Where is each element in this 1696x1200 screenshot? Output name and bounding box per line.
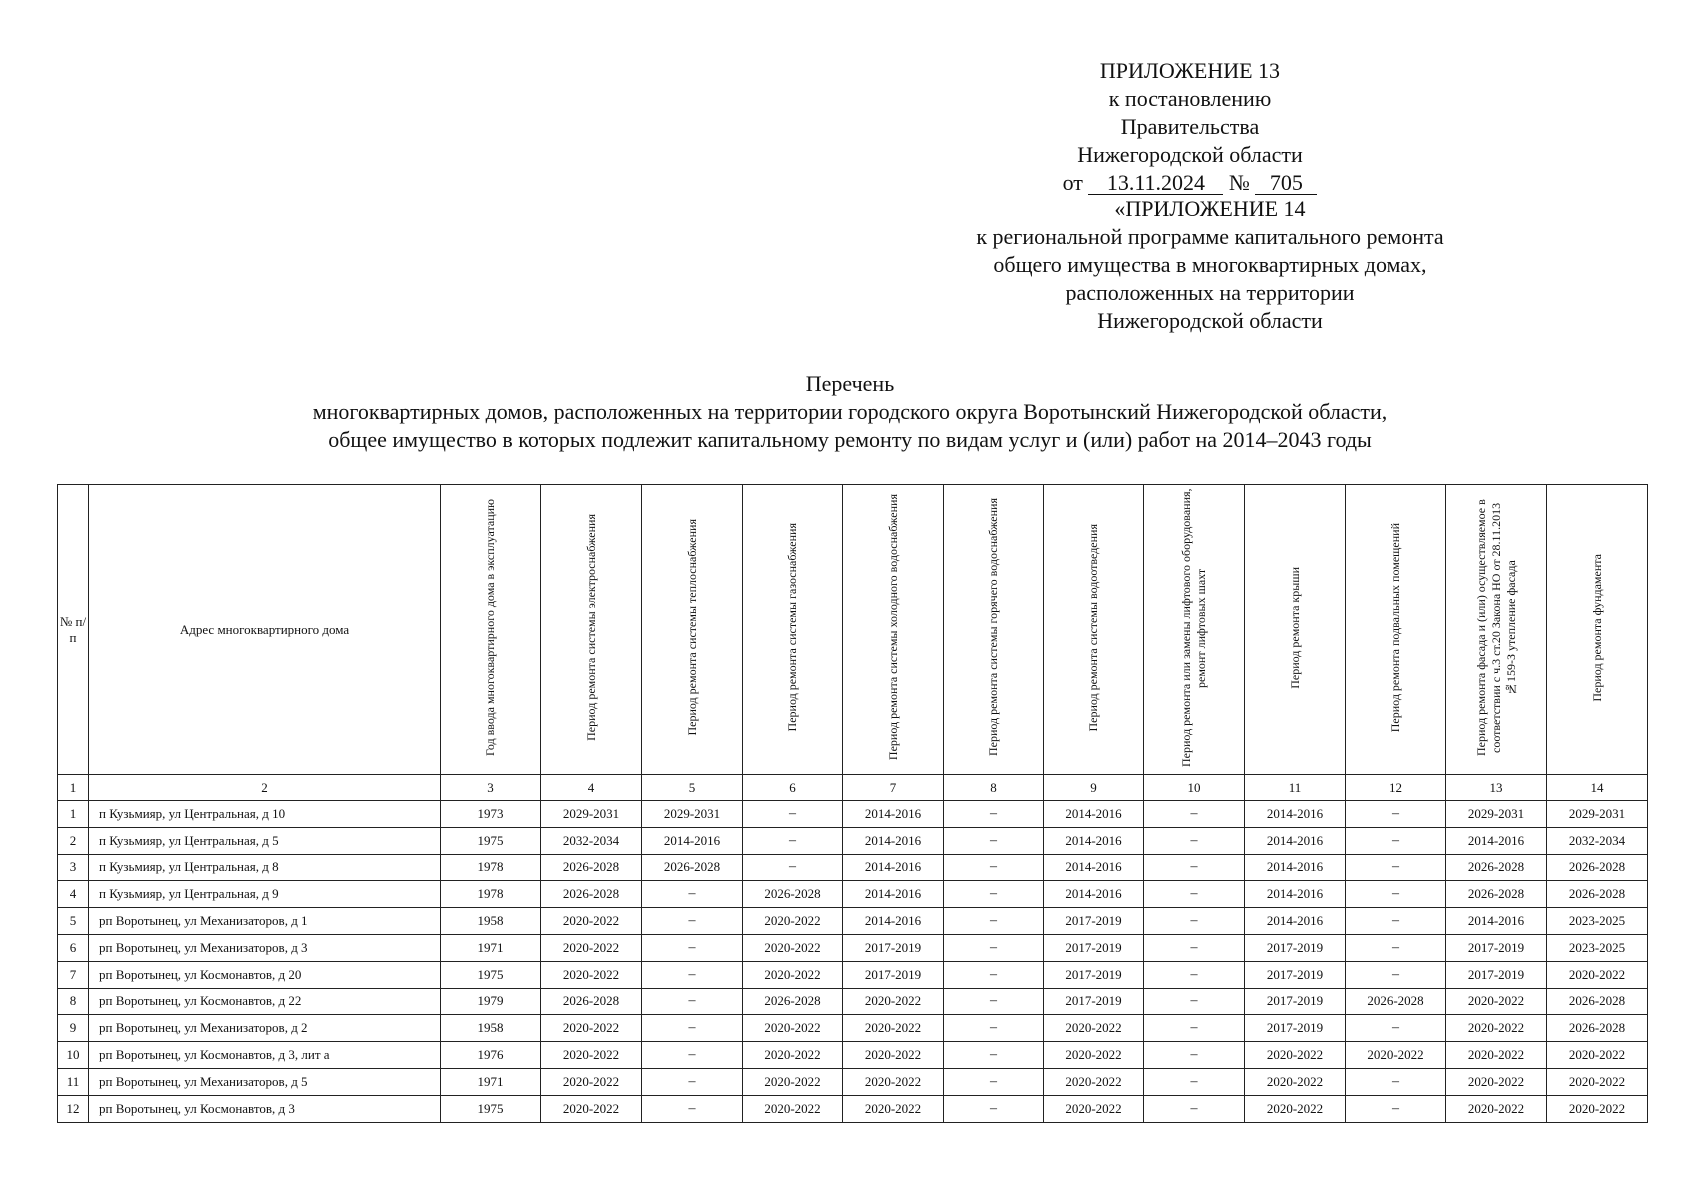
header-drainage-text: Период ремонта системы водоотведения bbox=[1086, 523, 1100, 732]
table-cell: 2029-2031 bbox=[541, 801, 642, 828]
table-cell: 2026-2028 bbox=[1547, 854, 1648, 881]
table-cell: 2023-2025 bbox=[1547, 908, 1648, 935]
table-cell: 2020-2022 bbox=[743, 961, 843, 988]
table-cell: 1975 bbox=[441, 1095, 541, 1122]
column-number-cell: 6 bbox=[743, 775, 843, 801]
table-cell: 2020-2022 bbox=[843, 1095, 944, 1122]
table-cell: 2014-2016 bbox=[843, 854, 944, 881]
header-year-text: Год ввода многоквартирного дома в эксплуатацию bbox=[483, 498, 497, 756]
table-cell: – bbox=[642, 988, 743, 1015]
table-cell: 2017-2019 bbox=[1245, 961, 1346, 988]
table-cell: 2020-2022 bbox=[1044, 1068, 1144, 1095]
table-cell: 2014-2016 bbox=[1245, 827, 1346, 854]
table-cell: 2014-2016 bbox=[1044, 827, 1144, 854]
header-facade-text: Период ремонта фасада и (или) осуществляемое в соответствии с ч.3 ст.20 Закона НО от 28.11.2013 №159-З утепление фасада bbox=[1473, 499, 1518, 756]
table-cell: – bbox=[642, 881, 743, 908]
table-cell: 2017-2019 bbox=[843, 961, 944, 988]
table-cell: 2017-2019 bbox=[1044, 908, 1144, 935]
header-gas-text: Период ремонта системы газоснабжения bbox=[785, 523, 799, 732]
table-cell: 2020-2022 bbox=[1547, 1042, 1648, 1069]
address-cell: рп Воротынец, ул Механизаторов, д 3 bbox=[89, 934, 441, 961]
table-cell: 2020-2022 bbox=[541, 961, 642, 988]
table-cell: – bbox=[1144, 1042, 1245, 1069]
table-cell: 2020-2022 bbox=[541, 1095, 642, 1122]
table-cell: – bbox=[1144, 988, 1245, 1015]
table-cell: 2020-2022 bbox=[1446, 1068, 1547, 1095]
address-cell: рп Воротынец, ул Космонавтов, д 3, лит а bbox=[89, 1042, 441, 1069]
row-number-cell: 5 bbox=[58, 908, 89, 935]
table-cell: 1971 bbox=[441, 1068, 541, 1095]
header-address bbox=[89, 485, 441, 775]
repair-schedule-table bbox=[57, 484, 1648, 1123]
table-row bbox=[58, 801, 1648, 828]
address-cell: п Кузьмияр, ул Центральная, д 9 bbox=[89, 881, 441, 908]
table-cell: – bbox=[1346, 881, 1446, 908]
number-label: № bbox=[1228, 170, 1250, 195]
table-cell: 2026-2028 bbox=[1446, 854, 1547, 881]
table-cell: 2014-2016 bbox=[642, 827, 743, 854]
appendix-13-header bbox=[1040, 57, 1340, 197]
table-cell: 2026-2028 bbox=[743, 881, 843, 908]
table-cell: 1971 bbox=[441, 934, 541, 961]
table-cell: 2014-2016 bbox=[843, 827, 944, 854]
table-cell: 2014-2016 bbox=[1245, 854, 1346, 881]
row-number-cell: 12 bbox=[58, 1095, 89, 1122]
appendix-14-line2: общего имущества в многоквартирных домах, bbox=[993, 252, 1427, 277]
header-elevator bbox=[1144, 485, 1245, 775]
table-cell: – bbox=[642, 1068, 743, 1095]
table-row bbox=[58, 934, 1648, 961]
table-cell: 1958 bbox=[441, 908, 541, 935]
table-cell: – bbox=[642, 908, 743, 935]
header-electric bbox=[541, 485, 642, 775]
table-cell: 2014-2016 bbox=[1446, 827, 1547, 854]
table-cell: 2014-2016 bbox=[1044, 881, 1144, 908]
table-cell: 2026-2028 bbox=[1346, 988, 1446, 1015]
table-cell: – bbox=[743, 854, 843, 881]
table-header-row bbox=[58, 485, 1648, 775]
table-row bbox=[58, 1095, 1648, 1122]
header-address-text: Адрес многоквартирного дома bbox=[179, 621, 350, 637]
table-cell: – bbox=[944, 908, 1044, 935]
table-cell: – bbox=[944, 1095, 1044, 1122]
table-cell: 2020-2022 bbox=[743, 1015, 843, 1042]
table-cell: 2029-2031 bbox=[1446, 801, 1547, 828]
table-cell: – bbox=[642, 1042, 743, 1069]
header-cold-water-text: Период ремонта системы холодного водоснабжения bbox=[885, 494, 900, 761]
row-number-cell: 7 bbox=[58, 961, 89, 988]
table-cell: 1978 bbox=[441, 854, 541, 881]
appendix-14-line4: Нижегородской области bbox=[1097, 308, 1323, 333]
header-roof-text: Период ремонта крыши bbox=[1287, 566, 1302, 689]
table-cell: – bbox=[944, 988, 1044, 1015]
table-cell: 2017-2019 bbox=[1044, 961, 1144, 988]
table-cell: 2026-2028 bbox=[1547, 1015, 1648, 1042]
table-cell: – bbox=[743, 827, 843, 854]
table-cell: – bbox=[944, 961, 1044, 988]
table-cell: 2020-2022 bbox=[1346, 1042, 1446, 1069]
column-number-cell: 13 bbox=[1446, 775, 1547, 801]
table-cell: 2020-2022 bbox=[1446, 988, 1547, 1015]
table-cell: 2020-2022 bbox=[743, 908, 843, 935]
row-number-cell: 6 bbox=[58, 934, 89, 961]
header-foundation bbox=[1547, 485, 1648, 775]
table-cell: 2029-2031 bbox=[642, 801, 743, 828]
header-basement bbox=[1346, 485, 1446, 775]
appendix-13-title: ПРИЛОЖЕНИЕ 13 bbox=[1099, 58, 1281, 83]
document-title-line3: общее имущество в которых подлежит капитальному ремонту по видам услуг и (или) работ на 2014–2043 годы bbox=[328, 427, 1372, 452]
table-cell: – bbox=[944, 1068, 1044, 1095]
resolution-date: 13.11.2024 bbox=[1088, 172, 1223, 195]
document-title bbox=[160, 370, 1540, 454]
table-cell: 2014-2016 bbox=[843, 801, 944, 828]
table-cell: 2014-2016 bbox=[1044, 801, 1144, 828]
table-cell: – bbox=[1144, 881, 1245, 908]
table-cell: 2020-2022 bbox=[541, 1068, 642, 1095]
table-cell: – bbox=[1346, 908, 1446, 935]
column-number-cell: 7 bbox=[843, 775, 944, 801]
header-basement-text: Период ремонта подвальных помещений bbox=[1388, 522, 1402, 733]
table-cell: – bbox=[1346, 934, 1446, 961]
column-number-cell: 8 bbox=[944, 775, 1044, 801]
table-cell: 2020-2022 bbox=[541, 1015, 642, 1042]
column-number-cell: 5 bbox=[642, 775, 743, 801]
column-number-cell: 4 bbox=[541, 775, 642, 801]
table-cell: – bbox=[944, 934, 1044, 961]
table-cell: 2017-2019 bbox=[1446, 961, 1547, 988]
header-electric-text: Период ремонта системы электроснабжения bbox=[583, 514, 598, 741]
table-cell: – bbox=[642, 1095, 743, 1122]
column-number-cell: 14 bbox=[1547, 775, 1648, 801]
table-cell: – bbox=[1144, 908, 1245, 935]
table-cell: 2020-2022 bbox=[1044, 1095, 1144, 1122]
resolution-number-line bbox=[1040, 169, 1340, 197]
row-number-cell: 10 bbox=[58, 1042, 89, 1069]
table-cell: 1976 bbox=[441, 1042, 541, 1069]
table-cell: – bbox=[642, 961, 743, 988]
table-cell: 2026-2028 bbox=[541, 988, 642, 1015]
table-cell: 2020-2022 bbox=[843, 1068, 944, 1095]
table-cell: 2026-2028 bbox=[541, 881, 642, 908]
address-cell: рп Воротынец, ул Космонавтов, д 3 bbox=[89, 1095, 441, 1122]
column-number-cell: 1 bbox=[58, 775, 89, 801]
table-cell: 2020-2022 bbox=[1245, 1095, 1346, 1122]
appendix-13-line2: Нижегородской области bbox=[1077, 142, 1303, 167]
table-row bbox=[58, 881, 1648, 908]
table-cell: 2020-2022 bbox=[743, 934, 843, 961]
address-cell: п Кузьмияр, ул Центральная, д 5 bbox=[89, 827, 441, 854]
table-cell: 2020-2022 bbox=[1547, 1095, 1648, 1122]
table-row bbox=[58, 961, 1648, 988]
document-title-line2: многоквартирных домов, расположенных на территории городского округа Воротынский Нижегородской области, bbox=[312, 399, 1388, 424]
table-cell: – bbox=[1144, 1095, 1245, 1122]
header-gas bbox=[743, 485, 843, 775]
table-cell: 2014-2016 bbox=[1245, 881, 1346, 908]
table-cell: 2020-2022 bbox=[843, 988, 944, 1015]
table-cell: – bbox=[1346, 1015, 1446, 1042]
table-row bbox=[58, 908, 1648, 935]
column-number-cell: 9 bbox=[1044, 775, 1144, 801]
table-cell: – bbox=[944, 801, 1044, 828]
table-row bbox=[58, 827, 1648, 854]
table-body bbox=[58, 801, 1648, 1123]
table-cell: 2032-2034 bbox=[1547, 827, 1648, 854]
row-number-cell: 3 bbox=[58, 854, 89, 881]
table-cell: 2017-2019 bbox=[1044, 988, 1144, 1015]
column-number-cell: 11 bbox=[1245, 775, 1346, 801]
table-cell: 2020-2022 bbox=[1044, 1015, 1144, 1042]
table-cell: – bbox=[944, 881, 1044, 908]
table-cell: – bbox=[1144, 1068, 1245, 1095]
table-cell: 2029-2031 bbox=[1547, 801, 1648, 828]
table-cell: 2020-2022 bbox=[541, 1042, 642, 1069]
address-cell: п Кузьмияр, ул Центральная, д 10 bbox=[89, 801, 441, 828]
row-number-cell: 2 bbox=[58, 827, 89, 854]
row-number-cell: 4 bbox=[58, 881, 89, 908]
table-cell: – bbox=[944, 854, 1044, 881]
table-cell: 2020-2022 bbox=[1547, 961, 1648, 988]
table-cell: 2032-2034 bbox=[541, 827, 642, 854]
address-cell: рп Воротынец, ул Космонавтов, д 22 bbox=[89, 988, 441, 1015]
header-facade bbox=[1446, 485, 1547, 775]
table-cell: 2026-2028 bbox=[743, 988, 843, 1015]
table-cell: 2020-2022 bbox=[1547, 1068, 1648, 1095]
resolution-number: 705 bbox=[1255, 172, 1317, 195]
table-cell: – bbox=[944, 827, 1044, 854]
table-cell: – bbox=[1346, 1095, 1446, 1122]
table-cell: 2020-2022 bbox=[743, 1042, 843, 1069]
from-label: от bbox=[1062, 170, 1083, 195]
table-cell: 2020-2022 bbox=[1446, 1095, 1547, 1122]
table-cell: 2017-2019 bbox=[1044, 934, 1144, 961]
table-cell: 2026-2028 bbox=[1547, 988, 1648, 1015]
table-cell: 2014-2016 bbox=[1446, 908, 1547, 935]
table-cell: 2020-2022 bbox=[1446, 1015, 1547, 1042]
table-cell: 1958 bbox=[441, 1015, 541, 1042]
table-cell: – bbox=[1144, 827, 1245, 854]
table-cell: 2020-2022 bbox=[541, 908, 642, 935]
header-year bbox=[441, 485, 541, 775]
table-cell: 1973 bbox=[441, 801, 541, 828]
table-row bbox=[58, 854, 1648, 881]
row-number-cell: 11 bbox=[58, 1068, 89, 1095]
table-cell: 2020-2022 bbox=[1446, 1042, 1547, 1069]
table-cell: 2026-2028 bbox=[1446, 881, 1547, 908]
table-row bbox=[58, 988, 1648, 1015]
table-cell: 2020-2022 bbox=[1245, 1068, 1346, 1095]
header-number bbox=[58, 485, 89, 775]
table-row bbox=[58, 1068, 1648, 1095]
address-cell: рп Воротынец, ул Механизаторов, д 2 bbox=[89, 1015, 441, 1042]
table-cell: 2017-2019 bbox=[1446, 934, 1547, 961]
table-cell: 2020-2022 bbox=[541, 934, 642, 961]
table-cell: – bbox=[1346, 854, 1446, 881]
appendix-14-title: «ПРИЛОЖЕНИЕ 14 bbox=[1114, 196, 1306, 221]
table-cell: 2026-2028 bbox=[1547, 881, 1648, 908]
table-cell: 2017-2019 bbox=[1245, 934, 1346, 961]
document-title-line1: Перечень bbox=[805, 371, 895, 396]
table-cell: – bbox=[1346, 1068, 1446, 1095]
table-cell: 2017-2019 bbox=[843, 934, 944, 961]
table-cell: 2023-2025 bbox=[1547, 934, 1648, 961]
table-cell: 2014-2016 bbox=[843, 881, 944, 908]
table-cell: 1979 bbox=[441, 988, 541, 1015]
table-cell: – bbox=[743, 801, 843, 828]
table-cell: – bbox=[1346, 801, 1446, 828]
table-cell: 2020-2022 bbox=[743, 1095, 843, 1122]
table-cell: 2020-2022 bbox=[1044, 1042, 1144, 1069]
column-number-cell: 3 bbox=[441, 775, 541, 801]
appendix-13-line1: к постановлению Правительства bbox=[1108, 86, 1272, 139]
table-cell: 2014-2016 bbox=[1245, 908, 1346, 935]
table-row bbox=[58, 1015, 1648, 1042]
header-hot-water bbox=[944, 485, 1044, 775]
header-heating-text: Период ремонта системы теплоснабжения bbox=[684, 519, 699, 736]
table-cell: 2017-2019 bbox=[1245, 1015, 1346, 1042]
row-number-cell: 9 bbox=[58, 1015, 89, 1042]
header-cold-water bbox=[843, 485, 944, 775]
table-cell: 1975 bbox=[441, 827, 541, 854]
address-cell: рп Воротынец, ул Космонавтов, д 20 bbox=[89, 961, 441, 988]
column-number-row bbox=[58, 775, 1648, 801]
table-cell: – bbox=[1144, 961, 1245, 988]
appendix-14-line1: к региональной программе капитального ремонта bbox=[976, 224, 1444, 249]
column-number-cell: 2 bbox=[89, 775, 441, 801]
table-cell: 2026-2028 bbox=[642, 854, 743, 881]
header-hot-water-text: Период ремонта системы горячего водоснабжения bbox=[986, 498, 1000, 757]
address-cell: рп Воротынец, ул Механизаторов, д 1 bbox=[89, 908, 441, 935]
table-cell: 2014-2016 bbox=[1044, 854, 1144, 881]
table-cell: 2020-2022 bbox=[1245, 1042, 1346, 1069]
table-cell: 2026-2028 bbox=[541, 854, 642, 881]
table-cell: 1978 bbox=[441, 881, 541, 908]
row-number-cell: 1 bbox=[58, 801, 89, 828]
table-cell: 2017-2019 bbox=[1245, 988, 1346, 1015]
table-cell: – bbox=[1144, 801, 1245, 828]
table-cell: – bbox=[642, 934, 743, 961]
address-cell: рп Воротынец, ул Механизаторов, д 5 bbox=[89, 1068, 441, 1095]
table-cell: – bbox=[642, 1015, 743, 1042]
header-elevator-text: Период ремонта или замены лифтового оборудования, ремонт лифтовых шахт bbox=[1179, 488, 1208, 767]
table-cell: – bbox=[944, 1042, 1044, 1069]
appendix-14-line3: расположенных на территории bbox=[1065, 280, 1355, 305]
table-row bbox=[58, 1042, 1648, 1069]
header-number-text: № п/п bbox=[59, 613, 87, 645]
appendix-14-header bbox=[940, 195, 1480, 335]
row-number-cell: 8 bbox=[58, 988, 89, 1015]
table-cell: 2020-2022 bbox=[843, 1042, 944, 1069]
table-cell: 2014-2016 bbox=[1245, 801, 1346, 828]
table-cell: – bbox=[1346, 827, 1446, 854]
address-cell: п Кузьмияр, ул Центральная, д 8 bbox=[89, 854, 441, 881]
table-cell: – bbox=[944, 1015, 1044, 1042]
header-roof bbox=[1245, 485, 1346, 775]
header-foundation-text: Период ремонта фундамента bbox=[1589, 553, 1604, 702]
table-cell: 1975 bbox=[441, 961, 541, 988]
table-cell: 2014-2016 bbox=[843, 908, 944, 935]
header-drainage bbox=[1044, 485, 1144, 775]
column-number-cell: 12 bbox=[1346, 775, 1446, 801]
table-cell: 2020-2022 bbox=[843, 1015, 944, 1042]
table-cell: – bbox=[1144, 854, 1245, 881]
column-number-cell: 10 bbox=[1144, 775, 1245, 801]
table-cell: – bbox=[1144, 934, 1245, 961]
table-cell: – bbox=[1346, 961, 1446, 988]
table-cell: 2020-2022 bbox=[743, 1068, 843, 1095]
header-heating bbox=[642, 485, 743, 775]
table-cell: – bbox=[1144, 1015, 1245, 1042]
